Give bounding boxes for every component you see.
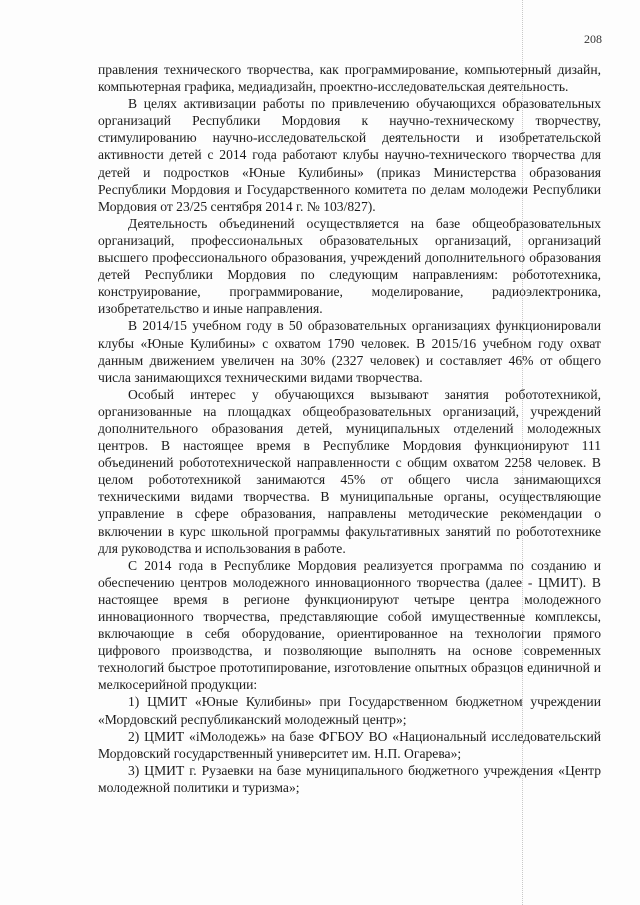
paragraph-4: В 2014/15 учебном году в 50 образовательных организациях функционировали клубы «Юные Кулибины» с охватом 1790 человек. В 2015/16 учебном году охват данным движением увеличен на 30% (2327 человек) и составляет 46% от общего числа занимающихся техническими видами творчества. [98, 318, 601, 385]
paragraph-6: С 2014 года в Республике Мордовия реализуется программа по созданию и обеспечению центров молодежного инновационного творчества (далее - ЦМИТ). В настоящее время в регионе функционируют четыре центра молодежного инновационного творчества, представляющие собой имущественные комплексы, включающие в себя оборудование, ориентированное на технологии прямого цифрового производства, и позволяющие выполнять на основе современных технологий быстрое прототипирование, изготовление опытных образцов единичной и мелкосерийной продукции: [98, 557, 601, 693]
list-item-1: 1) ЦМИТ «Юные Кулибины» при Государственном бюджетном учреждении «Мордовский республиканский молодежный центр»; [98, 694, 601, 727]
paragraph-5: Особый интерес у обучающихся вызывают занятия робототехникой, организованные на площадках общеобразовательных организаций, учреждений дополнительного образования детей, муниципальных отделений молодежных центров. В настоящее время в Республике Мордовия функционируют 111 объединений робототехнической направленности с общим охватом 2258 человек. В целом робототехникой занимаются 45% от общего числа занимающихся техническими видами творчества. В муниципальные органы, осуществляющие управление в сфере образования, направлены методические рекомендации о включении в курс школьной программы факультативных занятий по робототехнике для руководства и использования в работе. [98, 386, 601, 556]
list-item-3: 3) ЦМИТ г. Рузаевки на базе муниципального бюджетного учреждения «Центр молодежной политики и туризма»; [98, 762, 601, 795]
page-number: 208 [584, 32, 602, 46]
list-item-2: 2) ЦМИТ «iМолодежь» на базе ФГБОУ ВО «Национальный исследовательский Мордовский государственный университет им. Н.П. Огарева»; [98, 728, 601, 761]
paragraph-1: правления технического творчества, как программирование, компьютерный дизайн, компьютерная графика, медиадизайн, проектно-исследовательская деятельность. [98, 62, 601, 95]
paragraph-2: В целях активизации работы по привлечению обучающихся образовательных организаций Республики Мордовия к научно-техническому творчеству, стимулированию научно-исследовательской деятельности и изобретательской активности детей с 2014 года работают клубы научно-технического творчества для детей и подростков «Юные Кулибины» (приказ Министерства образования Республики Мордовия и Государственного комитета по делам молодежи Республики Мордовия от 23/25 сентября 2014 г. № 103/827). [98, 96, 601, 214]
paragraph-3: Деятельность объединений осуществляется на базе общеобразовательных организаций, профессиональных образовательных организаций, организаций высшего профессионального образования, учреждений дополнительного образования детей Республики Мордовия по следующим направлениям: робототехника, конструирование, программирование, моделирование, радиоэлектроника, изобретательство и иные направления. [98, 215, 601, 317]
body-text [98, 61, 601, 796]
